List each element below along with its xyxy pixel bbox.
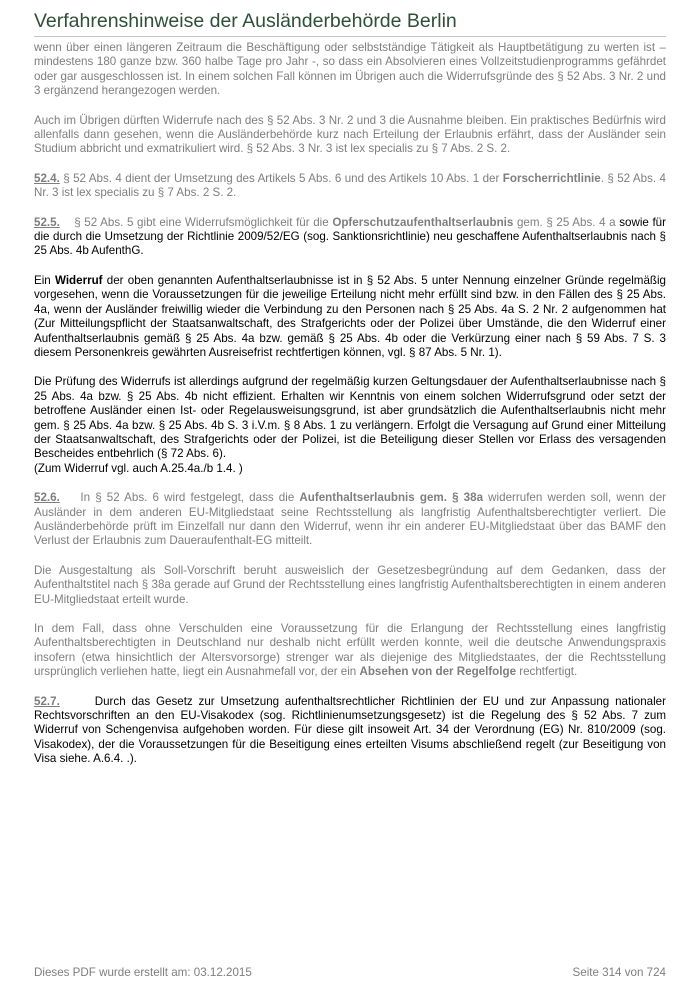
paragraph-text-black: sowie für die durch die Umsetzung der Richtlinie 2009/52/EG (sog. Sanktionsrichtlinie) neu geschaffene Aufenthaltserlaubnis nach § 25 Abs. 4b AufenthG.: [34, 215, 666, 258]
paragraph-text: In dem Fall, dass ohne Verschulden eine Voraussetzung für die Erlangung der Rechtsstellung eines langfristig Aufenthaltsberechtigten in Deutschland nur deshalb nicht erfüllt werden konnte, weil die deutsche Anwendungspraxis insofern (etwa hinsichtlich der Altersvorsorge) strenger war als diejenige des Mitgliedstaates, der die Rechtsstellung ursprünglich verliehen hatte, liegt ein Ausnahmefall vor, der ein: [34, 622, 666, 679]
page-footer: [34, 966, 666, 979]
bold-term: Absehen von der Regelfolge: [359, 665, 517, 679]
document-body: [34, 41, 670, 782]
paragraph-text: widerrufen werden soll, wenn der Ausländer in dem anderen EU-Mitgliedstaat seine Rechtsstellung als langfristig Aufenthaltsberechtigter verliert. Die Ausländerbehörde prüft im Einzelfall nur dann den Widerruf, wenn ihr ein anderer EU-Mitgliedstaat über das BAMF den Verlust der Erlaubnis zum Daueraufenthalt-EG mitteilt.: [34, 491, 667, 548]
paragraph-text: gem. § 25 Abs. 4 a: [513, 215, 620, 229]
paragraph-1: wenn über einen längeren Zeitraum die Beschäftigung oder selbstständige Tätigkeit als Hauptbetätigung zu werten ist – mindestens 180 ganze bzw. 360 halbe Tage pro Jahr -, so dass ein Absolvieren eines Vollzeitstudienprogramms gefährdet oder gar ausgeschlossen ist. In einem solchen Fall können im Übrigen auch die Widerrufsgründe des § 52 Abs. 3 Nr. 2 und 3 ergänzend herangezogen werden.: [34, 41, 666, 98]
paragraph-ausgestaltung: Die Ausgestaltung als Soll-Vorschrift beruht ausweislich der Gesetzesbegründung auf dem Gedanken, dass der Aufenthaltstitel nach § 38a gerade auf Grund der Rechtsstellung eines langfristig Aufenthaltsberechtigten in einem anderen EU-Mitgliedstaat erteilt wurde.: [34, 563, 666, 606]
paragraph-text: In § 52 Abs. 6 wird festgelegt, dass die: [59, 491, 300, 505]
section-ref-52-4: 52.4.: [34, 171, 60, 185]
document-title: Verfahrenshinweise der Ausländerbehörde Berlin: [34, 10, 457, 32]
paragraph-text: rechtfertigt.: [516, 665, 578, 679]
section-ref-52-5: 52.5.: [34, 215, 60, 229]
paragraph-52-5: [34, 216, 666, 259]
paragraph-text: . § 52 Abs. 4 Nr. 3 ist lex specialis zu § 7 Abs. 2 S. 2.: [34, 171, 666, 200]
creation-date: Dieses PDF wurde erstellt am: 03.12.2015: [34, 966, 252, 979]
cross-reference: (Zum Widerruf vgl. auch A.25.4a./b 1.4. ): [34, 461, 243, 475]
paragraph-pruefung: [34, 375, 666, 476]
paragraph-text: Durch das Gesetz zur Umsetzung aufenthaltsrechtlicher Richtlinien der EU und zur Anpassung nationaler Rechtsvorschriften an den EU-Visakodex (sog. Richtlinienumsetzungsgesetz) ist die Regelung des § 52 Abs. 7 zum Widerruf von Schengenvisa aufgehoben worden. Für diese gilt insoweit Art. 34 der Verordnung (EG) Nr. 810/2009 (sog. Visakodex), der die Voraussetzungen für die Beseitigung eines erteilten Visums abschließend regelt (zur Beseitigung von Visa siehe. A.6.4. .).: [34, 694, 670, 766]
paragraph-52-6: [34, 491, 666, 549]
paragraph-text: Die Prüfung des Widerrufs ist allerdings aufgrund der regelmäßig kurzen Geltungsdauer der Aufenthaltserlaubnisse nach § 25 Abs. 4a bzw. § 25 Abs. 4b nicht effizient. Erhalten wir Kenntnis von einem solchen Widerrufsgrund oder setzt der betroffene Ausländer einen Ist- oder Regelausweisungsgrund, ist aber grundsätzlich die Aufenthaltserlaubnis nicht mehr gem. § 25 Abs. 4a bzw. § 25 Abs. 4b S. 3 i.V.m. § 8 Abs. 1 zu verlängern. Erfolgt die Versagung auf Grund einer Mitteilung der Staatsanwaltschaft, des Strafgerichts oder der Polizei, ist die Beteiligung dieser Stellen vor Erlass des versagenden Bescheides entbehrlich (§ 72 Abs. 6).: [34, 375, 666, 461]
section-ref-52-7: 52.7.: [34, 694, 60, 708]
paragraph-52-7: [34, 694, 670, 767]
bold-term: Opferschutzaufenthaltserlaubnis: [332, 215, 514, 229]
paragraph-text: Ein: [34, 273, 55, 287]
page-number: Seite 314 von 724: [572, 966, 666, 979]
paragraph-52-4: [34, 172, 666, 201]
paragraph-text: der oben genannten Aufenthaltserlaubnisse ist in § 52 Abs. 5 unter Nennung einzelner Gründe regelmäßig vorgesehen, wenn die Voraussetzungen für die jeweilige Erteilung nicht mehr erfüllt sind bzw. in den Fällen des § 25 Abs. 4a, wenn der Ausländer freiwillig wieder die Verbindung zu den Personen nach § 25 Abs. 4a S. 2 Nr. 2 aufgenommen hat (Zur Mitteilungspflicht der Staatsanwaltschaft, des Strafgerichts oder der Polizei über Umstände, die den Widerruf einer Aufenthaltserlaubnis gemäß § 25 Abs. 4a bzw. gemäß § 25 Abs. 4b oder die Verkürzung einer nach § 59 Abs. 7 S. 3 diesem Personenkreis gewährten Ausreisefrist rechtfertigen können, vgl. § 87 Abs. 5 Nr. 1).: [34, 273, 666, 359]
paragraph-text: § 52 Abs. 4 dient der Umsetzung des Artikels 5 Abs. 6 und des Artikels 10 Abs. 1 der: [59, 171, 503, 185]
paragraph-text: § 52 Abs. 5 gibt eine Widerrufsmöglichkeit für die: [59, 215, 333, 229]
paragraph-2: Auch im Übrigen dürften Widerrufe nach des § 52 Abs. 3 Nr. 2 und 3 die Ausnahme bleiben. Ein praktisches Bedürfnis wird allenfalls dann gesehen, wenn die Ausländerbehörde kurz nach Erteilung der Erlaubnis erfährt, dass der Ausländer sein Studium abbricht und exmatrikuliert wird. § 52 Abs. 3 Nr. 3 ist lex specialis zu § 7 Abs. 2 S. 2.: [34, 113, 666, 156]
paragraph-ausnahmefall: [34, 622, 666, 680]
paragraph-widerruf: [34, 274, 666, 360]
bold-term: Aufenthaltserlaubnis gem. § 38a: [299, 491, 484, 505]
page-header: [34, 10, 666, 37]
bold-term: Forscherrichtlinie: [502, 171, 601, 185]
section-ref-52-6: 52.6.: [34, 491, 60, 505]
bold-term: Widerruf: [54, 273, 103, 287]
